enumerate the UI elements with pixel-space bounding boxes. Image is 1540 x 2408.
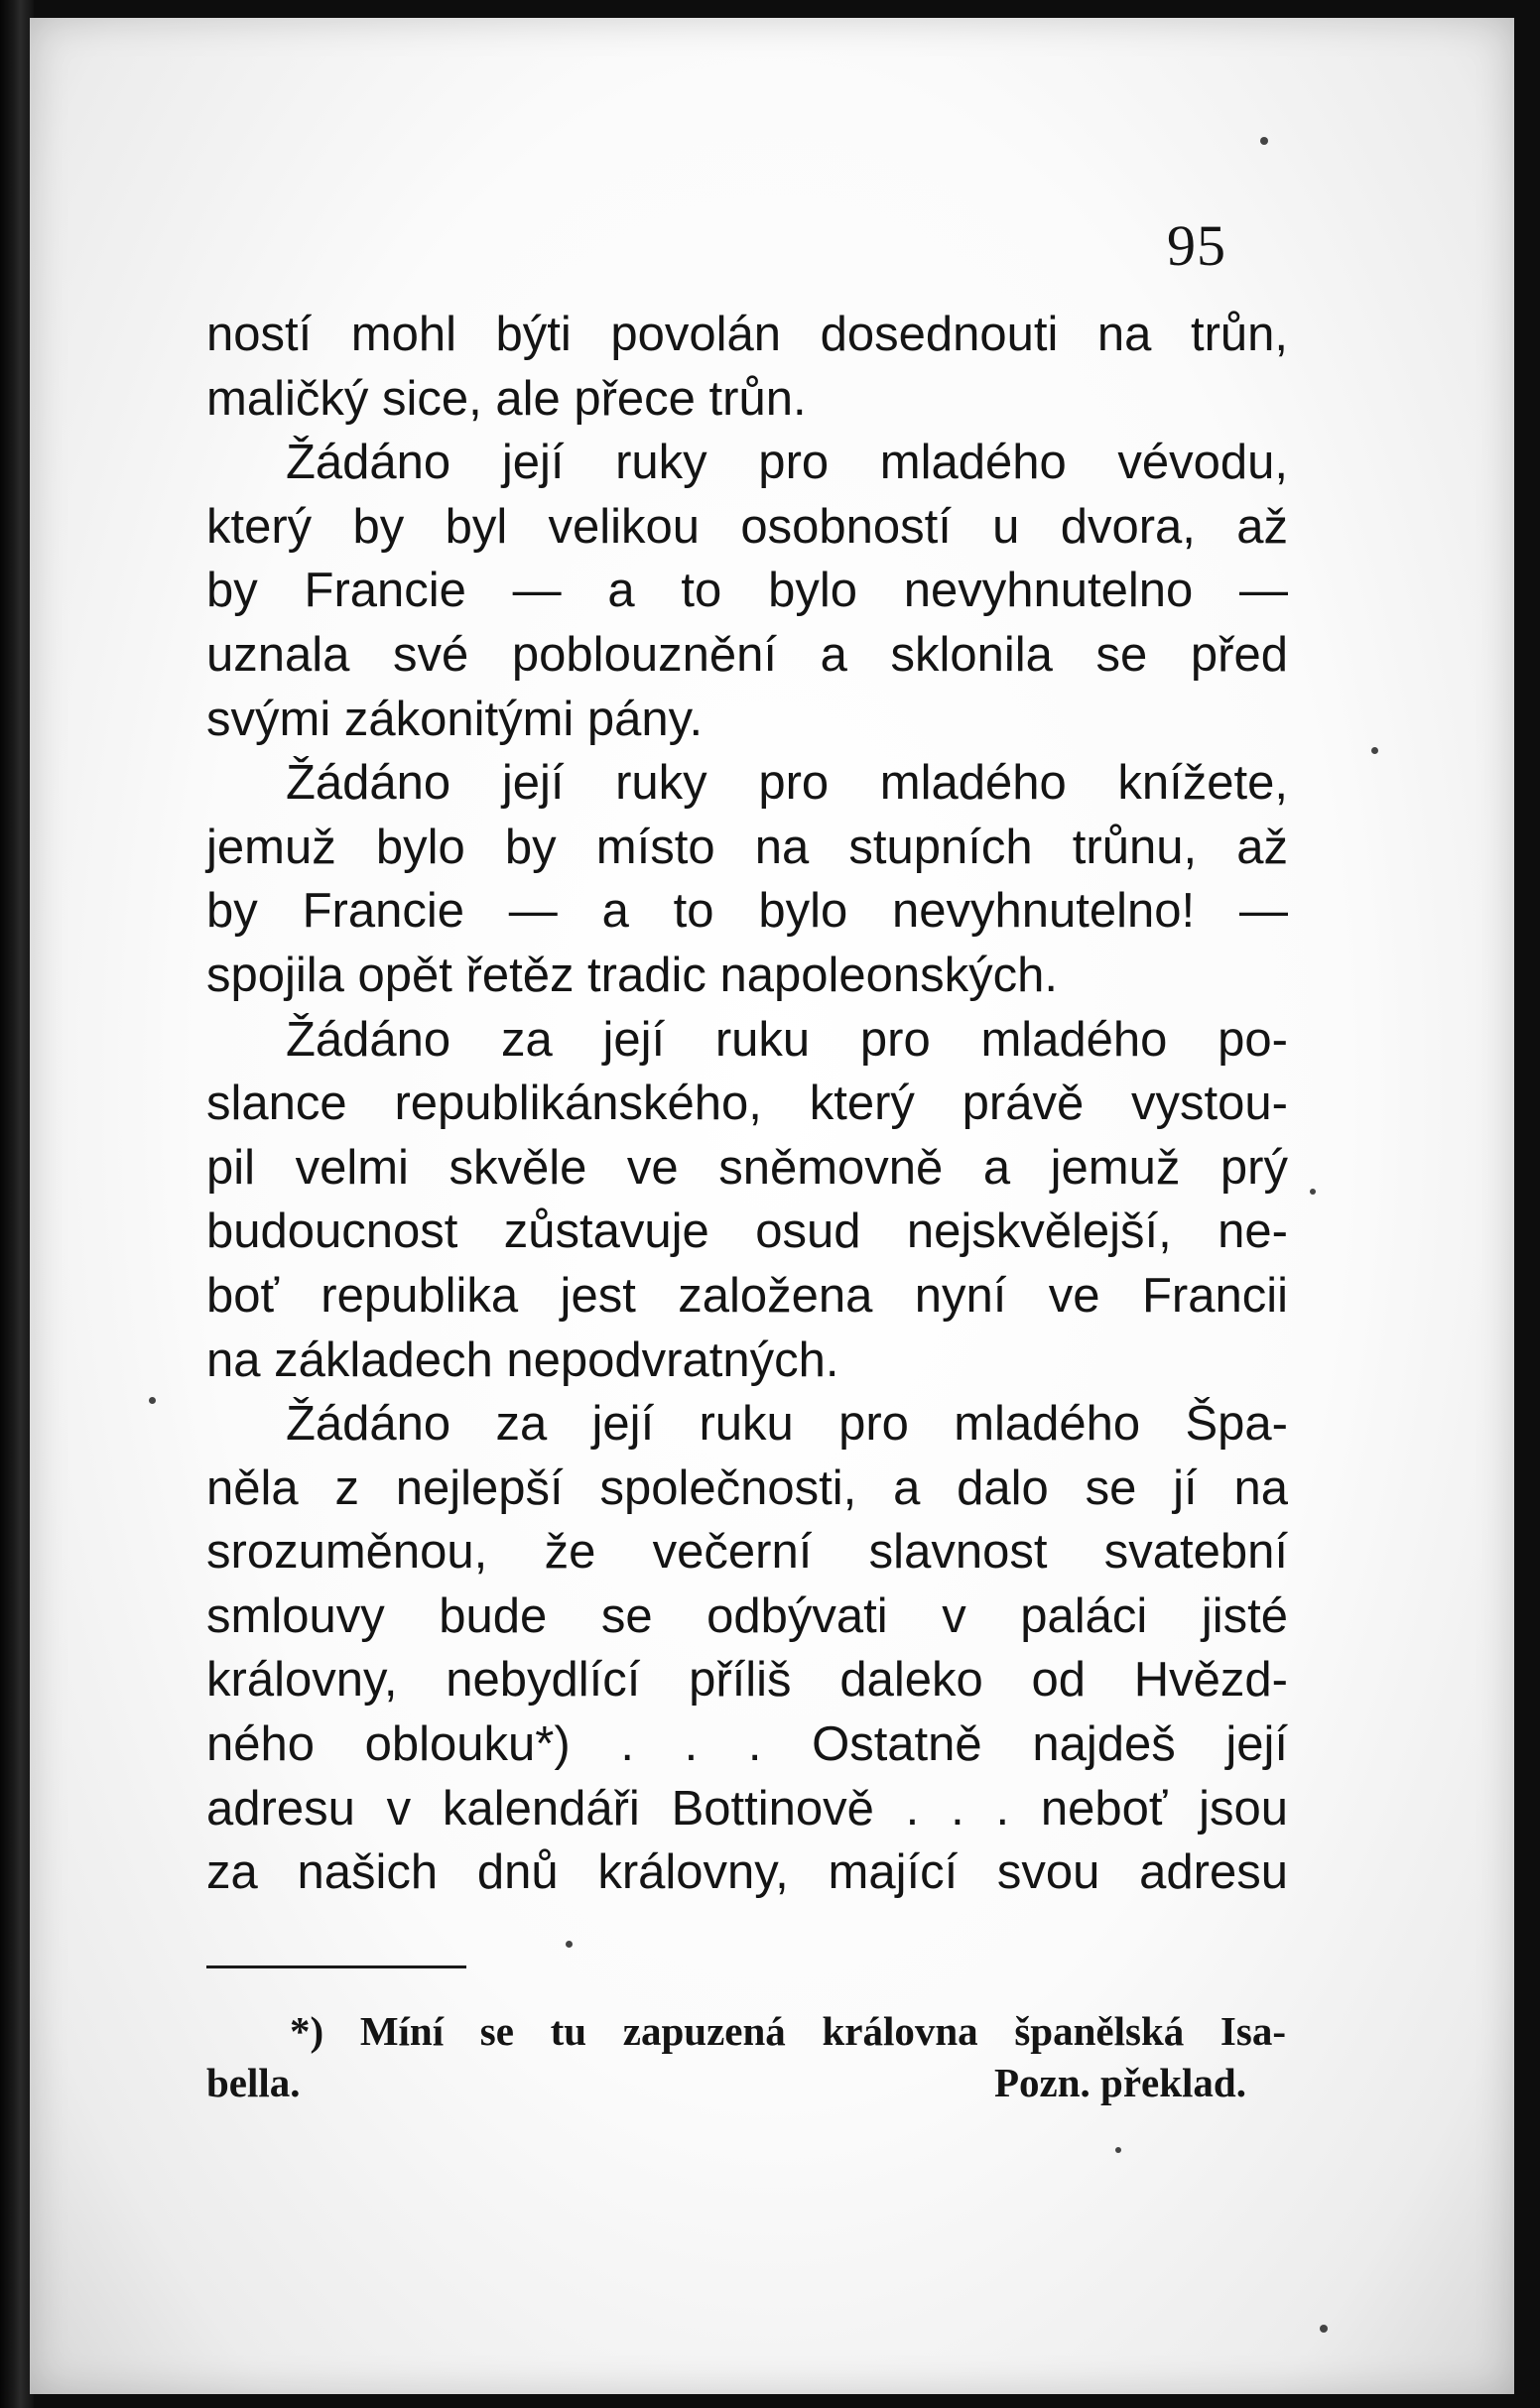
text-line: uznala své poblouznění a sklonila se před (206, 627, 1288, 682)
footnote-separator (206, 1965, 466, 1968)
print-speck (1371, 747, 1378, 754)
text-line: slance republikánského, který právě vystou- (206, 1077, 1288, 1131)
print-speck (1115, 2147, 1121, 2153)
text-line: pil velmi skvěle ve sněmovně a jemuž prý (206, 1140, 1288, 1195)
body-text (206, 303, 1288, 1905)
book-page (30, 18, 1514, 2394)
footnote-text: bella. (206, 2060, 301, 2105)
text-line: Žádáno její ruky pro mladého knížete, (286, 756, 1288, 811)
footnote-line: *) Míní se tu zapuzená královna španělská Isa- (290, 2008, 1286, 2054)
print-speck (1260, 137, 1268, 145)
text-line: na základech nepodvratných. (206, 1332, 839, 1387)
footnote-attribution: Pozn. překlad. (994, 2060, 1246, 2105)
print-speck (149, 1397, 156, 1404)
text-line: by Francie — a to bylo nevyhnutelno — (206, 564, 1288, 618)
text-line: boť republika jest založena nyní ve Francii (206, 1268, 1288, 1323)
footnote (206, 2005, 1286, 2108)
text-line: svými zákonitými pány. (206, 692, 704, 746)
text-line: smlouvy bude se odbývati v paláci jisté (206, 1588, 1288, 1643)
text-line: adresu v kalendáři Bottinově . . . neboť jsou (206, 1781, 1288, 1836)
text-line: Žádáno za její ruku pro mladého po- (286, 1012, 1288, 1067)
print-speck (1320, 2325, 1328, 2333)
text-line: který by byl velikou osobností u dvora, až (206, 499, 1288, 554)
book-spine-edge (0, 0, 34, 2408)
text-line: Žádáno za její ruku pro mladého Špa- (286, 1397, 1288, 1452)
text-line: jemuž bylo by místo na stupních trůnu, až (206, 820, 1288, 874)
text-line: za našich dnů královny, mající svou adresu (206, 1845, 1288, 1900)
text-line: královny, nebydlící příliš daleko od Hvězd- (206, 1653, 1288, 1708)
text-line: budoucnost zůstavuje osud nejskvělejší, ne- (206, 1204, 1288, 1259)
text-line: něla z nejlepší společnosti, a dalo se jí na (206, 1460, 1288, 1515)
text-line: srozuměnou, že večerní slavnost svatební (206, 1525, 1288, 1580)
text-line: Žádáno její ruky pro mladého vévodu, (286, 436, 1288, 490)
text-line: spojila opět řetěz tradic napoleonských. (206, 948, 1059, 1002)
text-line: ného oblouku*) . . . Ostatně najdeš její (206, 1717, 1288, 1772)
page-number: 95 (1167, 213, 1226, 278)
print-speck (566, 1941, 573, 1948)
print-speck (1310, 1189, 1316, 1195)
text-line: by Francie — a to bylo nevyhnutelno! — (206, 884, 1288, 939)
text-line: ností mohl býti povolán dosednouti na trůn, (206, 308, 1288, 361)
text-line: maličký sice, ale přece trůn. (206, 371, 807, 426)
footnote-line (206, 2057, 1286, 2108)
